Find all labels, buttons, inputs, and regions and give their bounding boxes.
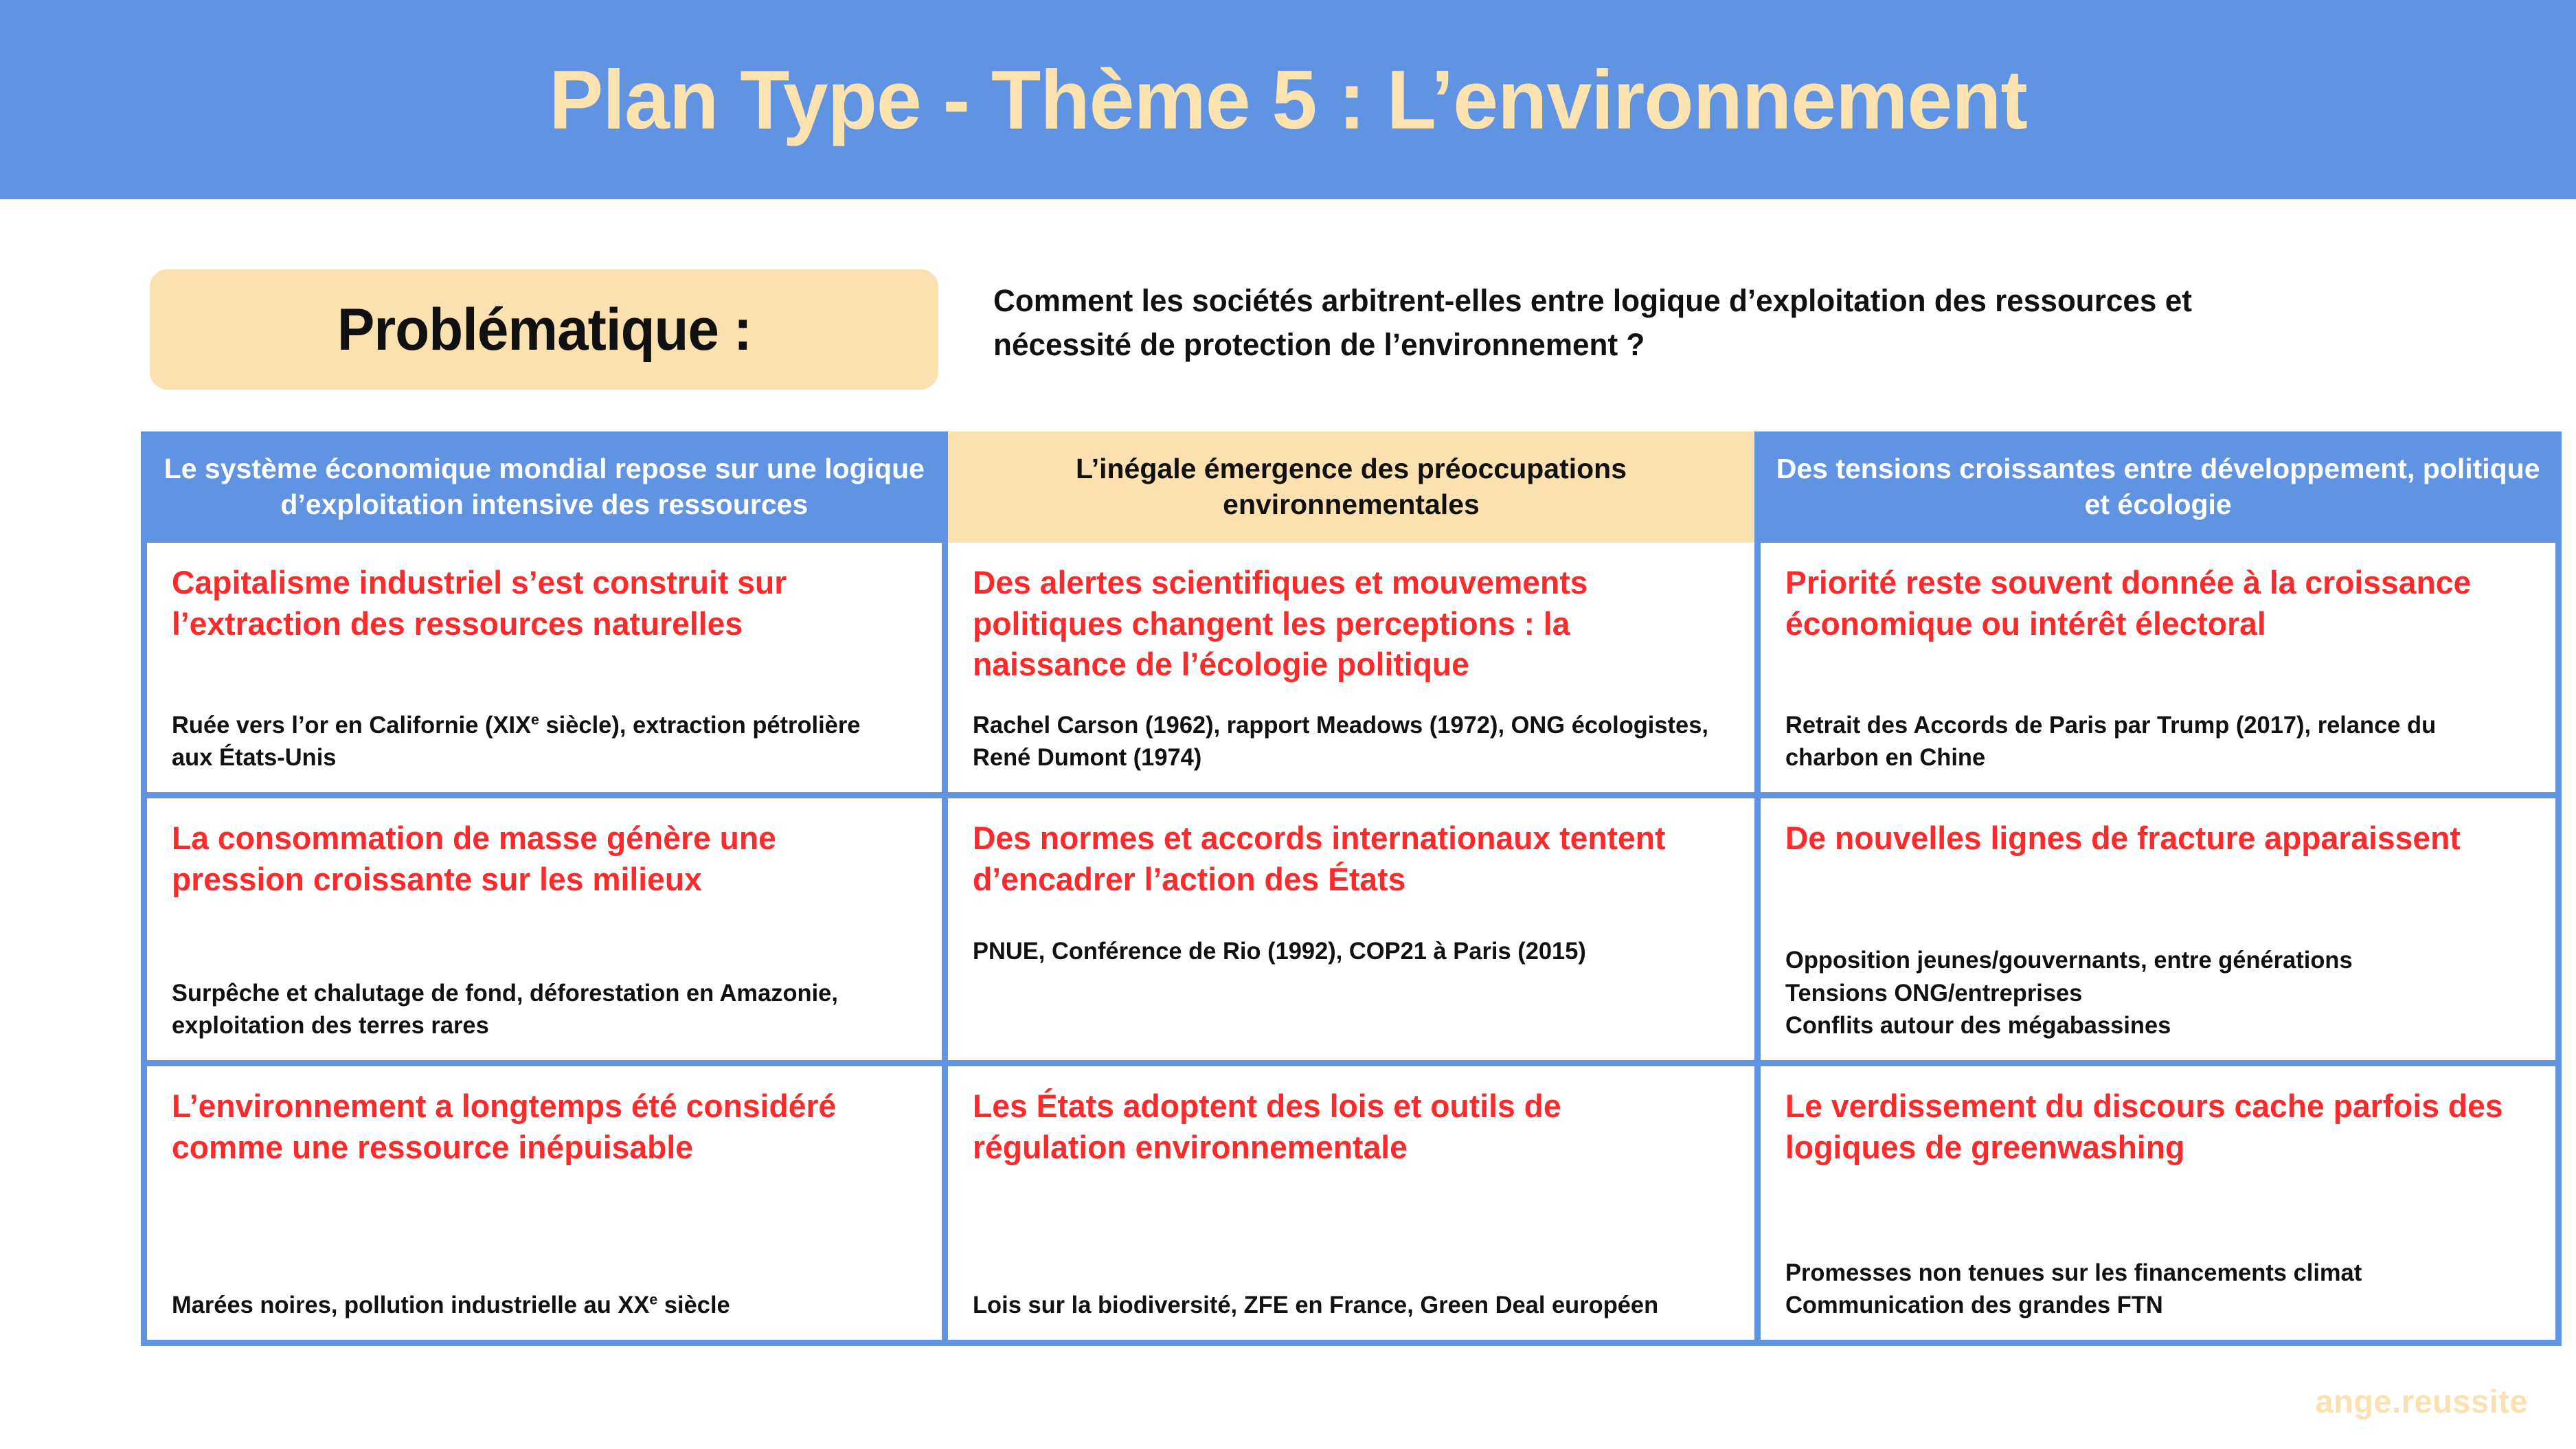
- column-3-body: [1754, 543, 2562, 1346]
- watermark: ange.reussite: [2315, 1383, 2528, 1419]
- table-cell: [1761, 798, 2555, 1066]
- example-line: Lois sur la biodiversité, ZFE en France, Green Deal européen: [972, 1292, 1658, 1319]
- example-line: Rachel Carson (1962), rapport Meadows (1972), ONG écologistes, René Dumont (1974): [972, 711, 1708, 772]
- column-2-header: L’inégale émergence des préoccupations environnementales: [948, 431, 1755, 543]
- cell-example: [1785, 944, 2519, 1042]
- cell-example: [973, 935, 1719, 968]
- cell-heading: Capitalisme industriel s’est construit sur l’extraction des ressources naturelles: [172, 564, 787, 642]
- table-cell: [948, 1066, 1755, 1340]
- example-line: Tensions ONG/entreprises: [1785, 979, 2083, 1007]
- cell-heading: De nouvelles lignes de fracture apparaissent: [1785, 820, 2461, 856]
- cell-heading: L’environnement a longtemps été considéré comme une ressource inépuisable: [172, 1088, 837, 1165]
- column-3-header: Des tensions croissantes entre développement, politique et écologie: [1754, 431, 2562, 543]
- example-line: Surpêche et chalutage de fond, déforestation en Amazonie, exploitation des terres rares: [172, 979, 838, 1040]
- example-line: Ruée vers l’or en Californie (XIXe siècle), extraction pétrolière aux États-Unis: [172, 710, 861, 772]
- table-cell: [1761, 1066, 2555, 1340]
- cell-example: [973, 709, 1719, 774]
- plan-grid: [141, 431, 2562, 1346]
- cell-heading: Des alertes scientifiques et mouvements politiques changent les perceptions : la naissance de l’écologie politique: [972, 564, 1588, 683]
- table-cell: [147, 1066, 942, 1340]
- problematique-label: Problématique :: [337, 296, 752, 363]
- cell-example: [1785, 1257, 2519, 1322]
- cell-example: [1785, 709, 2519, 774]
- table-cell: [1761, 543, 2555, 798]
- title-banner: [0, 0, 2576, 199]
- example-line: PNUE, Conférence de Rio (1992), COP21 à Paris (2015): [972, 938, 1586, 965]
- column-2: [948, 431, 1755, 1346]
- table-cell: [147, 798, 942, 1066]
- column-1-header: Le système économique mondial repose sur une logique d’exploitation intensive des ressources: [141, 431, 948, 543]
- page-title: Plan Type - Thème 5 : L’environnement: [549, 53, 2027, 146]
- column-3: [1754, 431, 2562, 1346]
- cell-heading: Des normes et accords internationaux tentent d’encadrer l’action des États: [972, 820, 1666, 897]
- cell-heading: Les États adoptent des lois et outils de régulation environnementale: [972, 1088, 1561, 1165]
- table-cell: [147, 543, 942, 798]
- table-cell: [948, 543, 1755, 798]
- cell-heading: La consommation de masse génère une pression croissante sur les milieux: [172, 820, 776, 897]
- example-line: Communication des grandes FTN: [1785, 1292, 2164, 1319]
- cell-heading: Le verdissement du discours cache parfois des logiques de greenwashing: [1785, 1088, 2503, 1165]
- cell-example: [172, 709, 905, 774]
- problematique-row: [0, 269, 2576, 420]
- problematique-chip: [150, 269, 938, 390]
- problematique-question: Comment les sociétés arbitrent-elles entre logique d’exploitation des ressources et nécessité de protection de l’environnement ?: [993, 283, 2192, 362]
- cell-example: [172, 1289, 905, 1322]
- cell-example: [172, 977, 905, 1042]
- example-line: Promesses non tenues sur les financements climat: [1785, 1259, 2362, 1286]
- column-2-body: [948, 543, 1755, 1346]
- example-line: Retrait des Accords de Paris par Trump (2017), relance du charbon en Chine: [1785, 711, 2437, 772]
- cell-heading: Priorité reste souvent donnée à la croissance économique ou intérêt électoral: [1785, 564, 2472, 642]
- column-1-body: [141, 543, 948, 1346]
- cell-example: [973, 1289, 1719, 1322]
- column-1: [141, 431, 948, 1346]
- table-cell: [948, 798, 1755, 1066]
- example-line: Conflits autour des mégabassines: [1785, 1012, 2171, 1040]
- example-line: Opposition jeunes/gouvernants, entre générations: [1785, 947, 2353, 974]
- example-line: Marées noires, pollution industrielle au XXe siècle: [172, 1290, 730, 1319]
